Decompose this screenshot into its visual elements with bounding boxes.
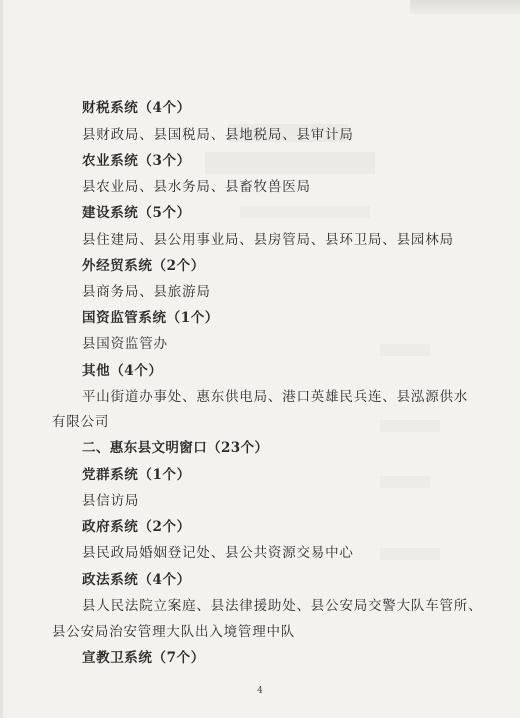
unit-list: 县国资监管办 bbox=[82, 336, 168, 352]
unit-list: 县民政局婚姻登记处、县公共资源交易中心 bbox=[82, 545, 354, 561]
section-heading: 二、惠东县文明窗口（23个） bbox=[82, 440, 269, 456]
unit-list: 县农业局、县水务局、县畜牧兽医局 bbox=[82, 179, 311, 195]
unit-list: 县人民法院立案庭、县法律援助处、县公安局交警大队车管所、 bbox=[82, 598, 483, 614]
category-heading: 外经贸系统（2个） bbox=[82, 258, 205, 274]
category-heading: 建设系统（5个） bbox=[82, 205, 191, 221]
unit-list-continuation: 县公安局治安管理大队出入境管理中队 bbox=[52, 624, 296, 640]
category-heading: 宣教卫系统（7个） bbox=[82, 650, 205, 666]
category-heading: 政府系统（2个） bbox=[82, 519, 191, 535]
unit-list: 县信访局 bbox=[82, 493, 140, 509]
category-heading: 财税系统（4个） bbox=[82, 100, 191, 116]
page-number: 4 bbox=[257, 686, 263, 696]
category-heading: 政法系统（4个） bbox=[82, 572, 191, 588]
category-heading: 党群系统（1个） bbox=[82, 467, 191, 483]
category-heading: 农业系统（3个） bbox=[82, 153, 191, 169]
unit-list: 县住建局、县公用事业局、县房管局、县环卫局、县园林局 bbox=[82, 232, 454, 248]
unit-list: 平山街道办事处、惠东供电局、港口英雄民兵连、县泓源供水 bbox=[82, 389, 469, 405]
category-heading: 其他（4个） bbox=[82, 363, 163, 379]
unit-list-continuation: 有限公司 bbox=[52, 414, 110, 430]
unit-list: 县商务局、县旅游局 bbox=[82, 284, 211, 300]
unit-list: 县财政局、县国税局、县地税局、县审计局 bbox=[82, 127, 354, 143]
category-heading: 国资监管系统（1个） bbox=[82, 310, 219, 326]
